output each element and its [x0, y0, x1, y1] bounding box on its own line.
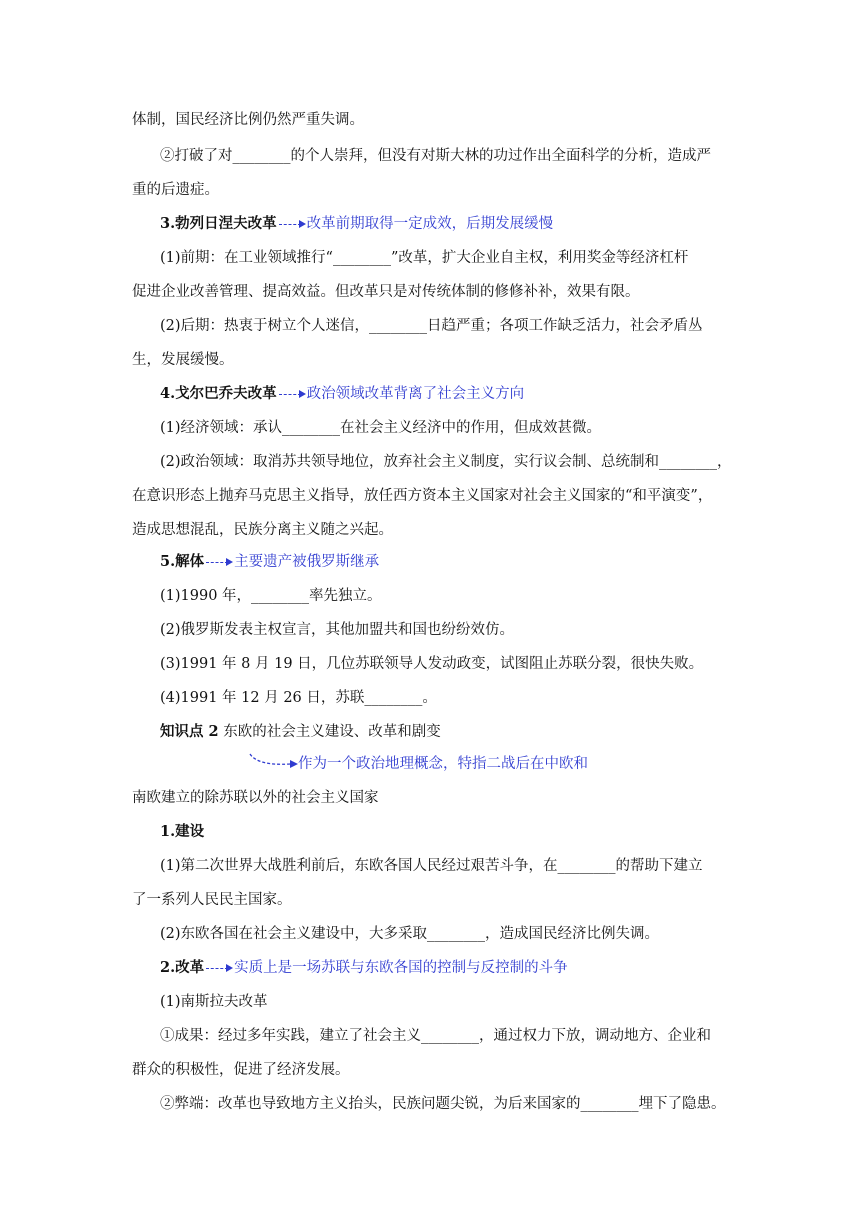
- text-line: (1)南斯拉夫改革: [160, 994, 268, 1010]
- text-line: (2)俄罗斯发表主权宣言，其他加盟共和国也纷纷效仿。: [160, 622, 515, 638]
- text-line: 造成思想混乱，民族分离主义随之兴起。: [132, 522, 393, 538]
- text-line: ②打破了对________的个人崇拜，但没有对斯大林的功过作出全面科学的分析，造成严: [160, 148, 711, 164]
- text-line: 体制，国民经济比例仍然严重失调。: [132, 112, 364, 128]
- curved-dashed-arrow-icon: [248, 752, 298, 772]
- section-heading: [160, 958, 732, 978]
- text-line: 群众的积极性，促进了经济发展。: [132, 1062, 350, 1078]
- text-line: ②弊端：改革也导致地方主义抬头，民族问题尖锐，为后来国家的________埋下了隐患。: [160, 1096, 726, 1112]
- text-line: 南欧建立的除苏联以外的社会主义国家: [132, 790, 379, 806]
- dashed-arrow-icon: [204, 556, 234, 568]
- annotation-note: [298, 754, 718, 774]
- heading-text: 2.改革: [160, 959, 205, 976]
- knowledge-point-title: 东欧的社会主义建设、改革和剧变: [218, 724, 441, 740]
- knowledge-point-label: 知识点 2: [160, 723, 219, 740]
- heading-text: 5.解体: [160, 553, 205, 570]
- text-line: 生，发展缓慢。: [132, 352, 234, 368]
- text-line: (1)前期：在工业领域推行“________”改革，扩大企业自主权，利用奖金等经济杠杆: [160, 250, 689, 266]
- text-line: (3)1991 年 8 月 19 日，几位苏联领导人发动政变，试图阻止苏联分裂，很快失败。: [160, 656, 704, 672]
- section-heading: [160, 214, 732, 234]
- annotation-note: 主要遗产被俄罗斯继承: [234, 554, 380, 570]
- annotation-note: 改革前期取得一定成效，后期发展缓慢: [306, 216, 554, 232]
- dashed-arrow-icon: [204, 962, 234, 974]
- text-line: (1)经济领域：承认________在社会主义经济中的作用，但成效甚微。: [160, 420, 602, 436]
- dashed-arrow-icon: [277, 218, 307, 230]
- section-heading: [160, 384, 732, 404]
- section-heading: [160, 552, 732, 572]
- annotation-note-text: 作为一个政治地理概念，特指二战后在中欧和: [298, 756, 588, 772]
- annotation-note: 政治领域改革背离了社会主义方向: [306, 386, 525, 402]
- knowledge-point-heading: [160, 722, 732, 742]
- text-line: (2)东欧各国在社会主义建设中，大多采取________，造成国民经济比例失调。: [160, 926, 660, 942]
- section-heading: 1.建设: [160, 823, 205, 840]
- heading-text: 3.勃列日涅夫改革: [160, 215, 277, 232]
- text-line: (2)后期：热衷于树立个人迷信，________日趋严重；各项工作缺乏活力，社会矛盾丛: [160, 318, 703, 334]
- dashed-arrow-icon: [277, 388, 307, 400]
- text-line: 在意识形态上抛弃马克思主义指导，放任西方资本主义国家对社会主义国家的“和平演变”，: [132, 488, 713, 504]
- annotation-note: 实质上是一场苏联与东欧各国的控制与反控制的斗争: [234, 960, 568, 976]
- text-line: (1)第二次世界大战胜利前后，东欧各国人民经过艰苦斗争，在________的帮助下建立: [160, 858, 703, 874]
- text-line: 促进企业改善管理、提高效益。但改革只是对传统体制的修修补补，效果有限。: [132, 284, 640, 300]
- text-line: 了一系列人民民主国家。: [132, 892, 292, 908]
- heading-text: 4.戈尔巴乔夫改革: [160, 385, 277, 402]
- text-line: ①成果：经过多年实践，建立了社会主义________，通过权力下放，调动地方、企业和: [160, 1028, 711, 1044]
- text-line: 重的后遗症。: [132, 182, 219, 198]
- text-line: (4)1991 年 12 月 26 日，苏联________。: [160, 690, 437, 706]
- text-line: (1)1990 年，________率先独立。: [160, 588, 382, 604]
- text-line: (2)政治领域：取消苏共领导地位，放弃社会主义制度，实行议会制、总统制和________，: [160, 454, 732, 470]
